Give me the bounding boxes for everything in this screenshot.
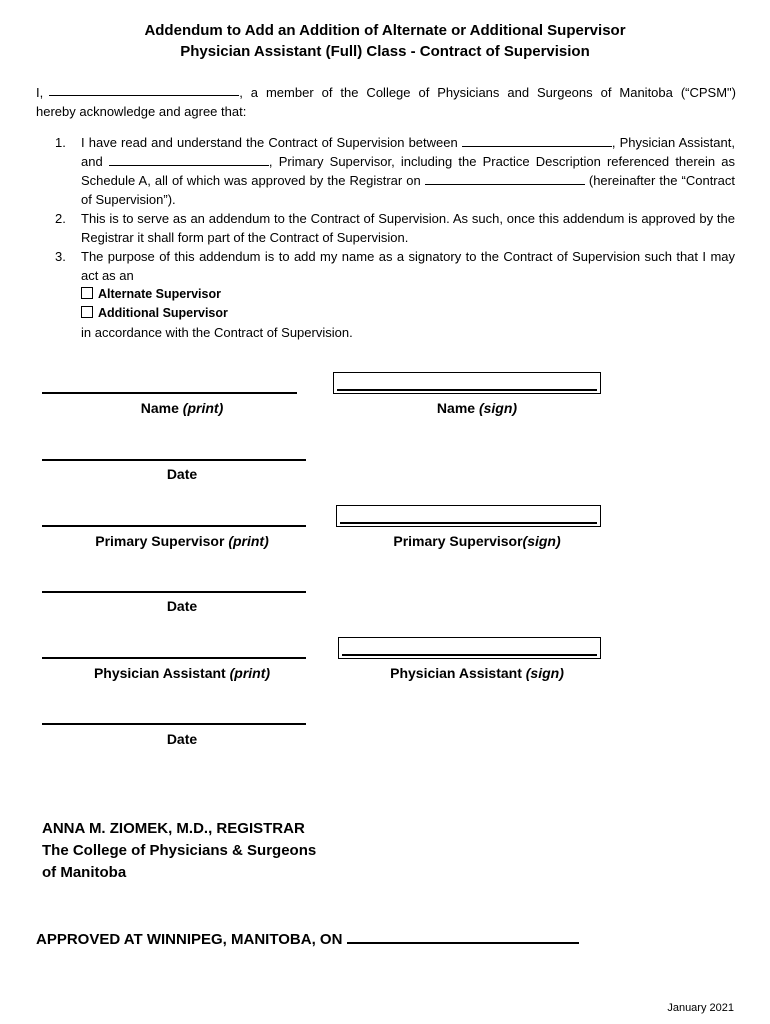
document-title: Addendum to Add an Addition of Alternate or Additional Supervisor: [144, 22, 626, 39]
name-sign-label: Name (sign): [436, 400, 518, 416]
date-line[interactable]: [42, 723, 306, 725]
date-line[interactable]: [42, 591, 306, 593]
alternate-supervisor-option[interactable]: Alternate Supervisor: [81, 285, 735, 304]
college-name: The College of Physicians & Surgeons: [42, 842, 317, 859]
intro-line2: hereby acknowledge and agree that:: [36, 104, 247, 119]
list-item: 3. The purpose of this addendum is to add my name as a signatory to the Contract of Supervision such that I may act as an Alternate Supervisor Additional Supervisor in accordance with the Contract of Supervision.: [55, 249, 735, 340]
date-line[interactable]: [42, 459, 306, 461]
terms-list: [55, 133, 735, 342]
list-item: 2. This is to serve as an addendum to the Contract of Supervision. As such, once this addendum is approved by the Registrar it shall form part of the Contract of Supervision.: [55, 211, 735, 245]
physician-assistant-print-label: Physician Assistant (print): [93, 665, 271, 681]
primary-supervisor-name-field[interactable]: [109, 153, 269, 166]
college-name-cont: of Manitoba: [42, 864, 127, 881]
additional-supervisor-option[interactable]: Additional Supervisor: [81, 304, 735, 323]
intro-paragraph: [36, 83, 736, 121]
physician-assistant-name-field[interactable]: [462, 134, 612, 147]
member-name-field[interactable]: [49, 83, 239, 96]
approval-date-field[interactable]: [425, 172, 585, 185]
date-label: Date: [166, 598, 198, 614]
physician-assistant-sign-label: Physician Assistant (sign): [390, 665, 564, 681]
document-subtitle: Physician Assistant (Full) Class - Contract of Supervision: [180, 43, 590, 60]
approval-line: APPROVED AT WINNIPEG, MANITOBA, ON: [36, 930, 579, 948]
physician-assistant-sign-field[interactable]: [338, 637, 601, 659]
intro-suffix: , a member of the College of Physicians and Surgeons of Manitoba (“CPSM"): [239, 85, 736, 100]
physician-assistant-print-line[interactable]: [42, 657, 306, 659]
primary-supervisor-sign-label: Primary Supervisor(sign): [393, 533, 561, 549]
footer-date: January 2021: [667, 1002, 734, 1014]
name-sign-field[interactable]: [333, 372, 601, 394]
primary-supervisor-print-line[interactable]: [42, 525, 306, 527]
date-label: Date: [166, 731, 198, 747]
checkbox-icon[interactable]: [81, 287, 93, 299]
list-item: 1. I have read and understand the Contract of Supervision between , Physician Assistant, and , Primary Supervisor, including the Practice Description referenced therein as Schedule A, all of which was approved by the Registrar on (hereinafter the “Contract of Supervision”).: [55, 135, 735, 207]
primary-supervisor-sign-field[interactable]: [336, 505, 601, 527]
registrar-name: ANNA M. ZIOMEK, M.D., REGISTRAR: [42, 820, 305, 837]
registrar-block: [42, 818, 316, 884]
intro-prefix: I,: [36, 85, 44, 100]
primary-supervisor-print-label: Primary Supervisor (print): [95, 533, 269, 549]
approval-date-blank[interactable]: [347, 930, 579, 944]
date-label: Date: [166, 466, 198, 482]
name-print-label: Name (print): [140, 400, 224, 416]
name-print-line[interactable]: [42, 392, 297, 394]
checkbox-icon[interactable]: [81, 306, 93, 318]
